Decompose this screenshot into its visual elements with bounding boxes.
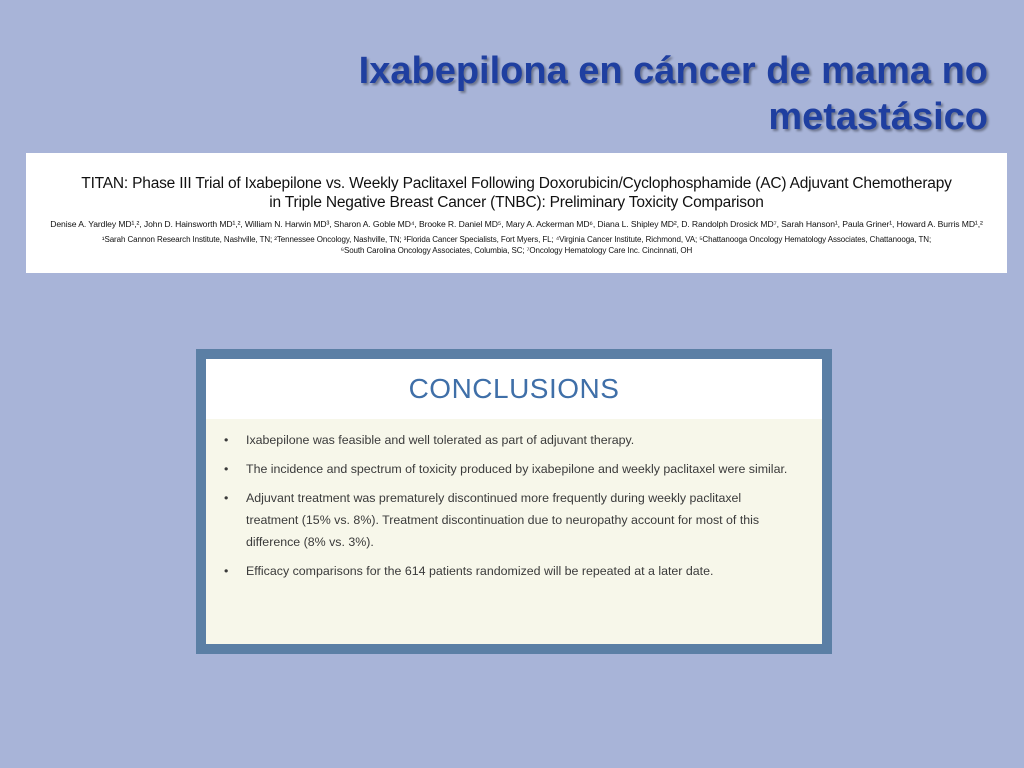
trial-title-line-1: TITAN: Phase III Trial of Ixabepilone vs. Weekly Paclitaxel Following Doxorubicin/Cyclophosphamide (AC) Adjuvant Chemotherapy [81, 175, 952, 192]
abstract-header-panel [26, 153, 1007, 273]
slide-title [228, 48, 988, 140]
conclusion-text: Adjuvant treatment was prematurely discontinued more frequently during weekly paclitaxel treatment (15% vs. 8%). Treatment discontinuation due to neuropathy account for most of this difference (8% vs. 3%). [246, 491, 760, 549]
conclusions-box [196, 349, 832, 654]
conclusion-item [220, 560, 796, 582]
bullet-icon: • [224, 564, 229, 578]
conclusion-item [220, 429, 796, 451]
conclusion-text: The incidence and spectrum of toxicity produced by ixabepilone and weekly paclitaxel were similar. [246, 462, 788, 476]
conclusions-inner [206, 359, 822, 644]
conclusions-header [206, 359, 822, 419]
conclusion-item [220, 487, 796, 553]
slide-title-line-2: metastásico [768, 96, 988, 138]
affiliations-line-2: ⁶South Carolina Oncology Associates, Columbia, SC; ⁷Oncology Hematology Care Inc. Cincinnati, OH [340, 245, 693, 255]
bullet-icon: • [224, 491, 229, 505]
conclusions-list [206, 419, 822, 582]
author-list: Denise A. Yardley MD¹,², John D. Hainsworth MD¹,², William N. Harwin MD³, Sharon A. Goble MD⁴, Brooke R. Daniel MD⁵, Mary A. Ackerman MD⁶, Diana L. Shipley MD², D. Randolph Drosick MD⁷, Sarah Hanson¹, Paula Griner¹, Howard A. Burris MD¹,² [50, 219, 983, 229]
conclusion-item [220, 458, 796, 480]
bullet-icon: • [224, 433, 229, 447]
slide-title-line-1: Ixabepilona en cáncer de mama no [358, 50, 988, 92]
affiliations [26, 235, 1007, 256]
bullet-icon: • [224, 462, 229, 476]
affiliations-line-1: ¹Sarah Cannon Research Institute, Nashville, TN; ²Tennessee Oncology, Nashville, TN; ³Florida Cancer Specialists, Fort Myers, FL; ⁴Virginia Cancer Institute, Richmond, VA; ⁵Chattanooga Oncology Hematology Associates, Chattanooga, TN; [101, 235, 932, 244]
trial-title [26, 174, 1007, 212]
conclusions-heading: CONCLUSIONS [408, 373, 620, 404]
trial-title-line-2: in Triple Negative Breast Cancer (TNBC): Preliminary Toxicity Comparison [269, 194, 764, 211]
conclusion-text: Ixabepilone was feasible and well tolerated as part of adjuvant therapy. [246, 433, 635, 447]
conclusion-text: Efficacy comparisons for the 614 patients randomized will be repeated at a later date. [246, 564, 714, 578]
